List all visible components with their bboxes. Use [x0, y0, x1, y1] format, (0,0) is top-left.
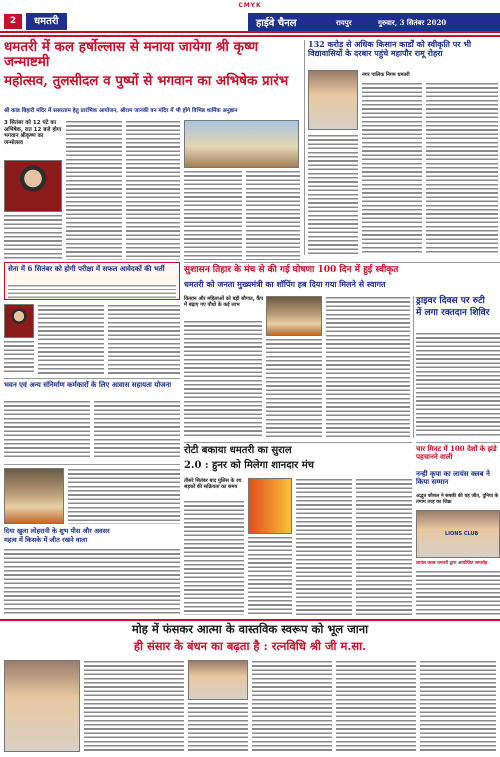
right-top-col0 [308, 134, 358, 255]
column-divider [304, 40, 305, 255]
right-top-bullet: नगर पालिक निगम धमतरी [362, 72, 410, 78]
kripa-headline-1: चार मिनट में 100 देशों के झंडे पहचानने वाली [416, 444, 497, 461]
right-top-col2 [426, 82, 498, 255]
lead-headline-1: धमतरी में कल हर्षोल्लास से मनाया जायेगा श्री कृष्ण जन्माष्टमी [4, 39, 259, 71]
lead-body-col4 [184, 170, 242, 260]
lead-body-col5 [246, 170, 300, 260]
divider [184, 442, 412, 443]
lead-bullet: 3 सितंबर को 12 घंटे का अभिषेक, रात 12 बजे होगा भगवान श्रीकृष्ण का जन्मोत्सव [4, 120, 62, 146]
kripa-body [416, 570, 500, 615]
mid-left-col1 [38, 304, 104, 374]
right-top-col1 [362, 82, 422, 255]
left-bottom-headline-1: दिया खुला लोहरानी के शुभ पीस और अवसर [4, 527, 110, 535]
center-headline-2: धमतरी को जनता मुख्यमंत्री का शॉपिंग हब दिया गया मिलने से स्वागत [184, 279, 386, 289]
temple-photo [184, 120, 299, 168]
masthead [248, 13, 500, 31]
divider [4, 378, 180, 379]
bottom-headline-1: मोह में फंसकर आत्मा के वास्तविक स्वरूप को भूल जाना [131, 622, 369, 636]
lead-body-col1 [4, 214, 62, 260]
divider [416, 442, 500, 443]
lions-caption: लायंस क्लब धमतरी द्वारा आयोजित समारोह [416, 561, 488, 566]
brand-mark: CMYK [238, 2, 262, 9]
column-divider [413, 296, 414, 438]
center-col3 [326, 296, 410, 438]
roti-headline-1: रोटी बकाया धमतरी का सुराल [184, 445, 292, 456]
right-top-headline: 132 करोड़ से अधिक किसान कार्डों को स्वीकृति पर भी विद्यावासियों के दरबार पहुंचे महापौर रामू रोहरा [308, 39, 472, 58]
bottom-headline-2: ही संसार के बंधन का बढ़ता है : रत्नविधि श्री जी म.सा. [133, 639, 367, 653]
roti-headline-2: 2.0 : हुनर को मिलेगा शानदार मंच [184, 460, 315, 471]
divider [4, 464, 180, 465]
section-title: धमतरी [26, 13, 67, 30]
left-bottom-headline-2: महत्व में किसके में जीत रखने वाला [4, 536, 88, 544]
bottom-rule [0, 619, 500, 621]
bottom-col2 [188, 702, 248, 752]
bhavan-headline: भवन एवं अन्य संनिर्माण कर्मकारों के लिए आवास सहायता योजना [4, 380, 172, 389]
roti-col1 [184, 500, 244, 615]
mayor-photo [308, 70, 358, 130]
lead-body-col2 [66, 120, 122, 260]
blood-camp-headline-1: ड्राइवर दिवस पर रुटी [416, 296, 485, 306]
city-name: रायपुर [336, 18, 352, 27]
page-number: 2 [4, 14, 22, 29]
gathering-photo [188, 660, 248, 700]
ceremony-photo [4, 468, 64, 524]
lead-headline-2: महोत्सव, तुलसीदल व पुष्पों से भगवान का अभिषेक प्रारंभ [4, 73, 289, 89]
issue-date: गुरुवार, 3 सितंबर 2020 [378, 18, 447, 27]
bottom-col4 [336, 660, 416, 752]
roti-col2 [248, 536, 292, 615]
lead-body-col3 [126, 120, 180, 260]
blood-camp-body [416, 332, 500, 438]
bottom-col3 [252, 660, 332, 752]
bottom-col1 [84, 660, 184, 752]
center-col2 [266, 338, 322, 438]
collector-photo [4, 304, 34, 338]
paper-name: हाईवे चैनल [256, 18, 297, 29]
lead-subhead: श्री कांड बिहारी मंदिर में ससरताम हेतु प्रारंभिक आयोजन, श्रीराम जानकी वन मंदिर में भी होंगे विभिन्न धार्मिक अनुष्ठान [4, 108, 238, 114]
roti-poster-photo [248, 478, 292, 534]
army-headline: सेना में 6 सितंबर को होगी परीक्षा में सफल आवेदकों की भर्ती [8, 264, 165, 273]
roti-col4 [356, 478, 412, 615]
header-rule [0, 35, 500, 37]
bhavan-col1 [4, 400, 90, 460]
saint-photo [4, 660, 80, 752]
army-body [8, 284, 176, 298]
mid-left-col2 [108, 304, 180, 374]
left-bottom-col [68, 468, 180, 524]
lions-banner-text: LIONS CLUB [445, 531, 479, 537]
center-col1 [184, 320, 262, 438]
center-headline-1: सुशासन तिहार के मंच से की गई घोषणा 100 दिन में हुई स्वीकृत [184, 265, 399, 275]
left-bottom-body [4, 548, 180, 615]
kripa-headline-2: नन्ही कृपा का लायंस क्लब ने किया सम्मान [416, 469, 490, 486]
roti-col3 [296, 478, 352, 615]
lead-portrait-photo [4, 160, 62, 212]
cm-photo [266, 296, 322, 336]
bhavan-col2 [94, 400, 180, 460]
kripa-bullet: अद्भुत कौशल ने सबकी की यह जीत, दुनिया के तमाम तरह का जिक्र [416, 494, 499, 505]
bottom-col5 [420, 660, 496, 752]
lions-photo [416, 510, 500, 558]
divider [184, 262, 500, 263]
mid-left-col0 [4, 340, 34, 374]
blood-camp-headline-2: में लगा रक्तदान शिविर [416, 308, 490, 318]
page-header [0, 11, 500, 33]
roti-bullet: तीसरे सितंबर बाद पुलिस के रथ सड़कों की सक्रियता का समय [184, 478, 242, 490]
center-bullet: किसान और महिलाओं को बड़ी सौगात, कैंप में बढ़ाए गए पौधों के कई लाभ [184, 296, 264, 308]
